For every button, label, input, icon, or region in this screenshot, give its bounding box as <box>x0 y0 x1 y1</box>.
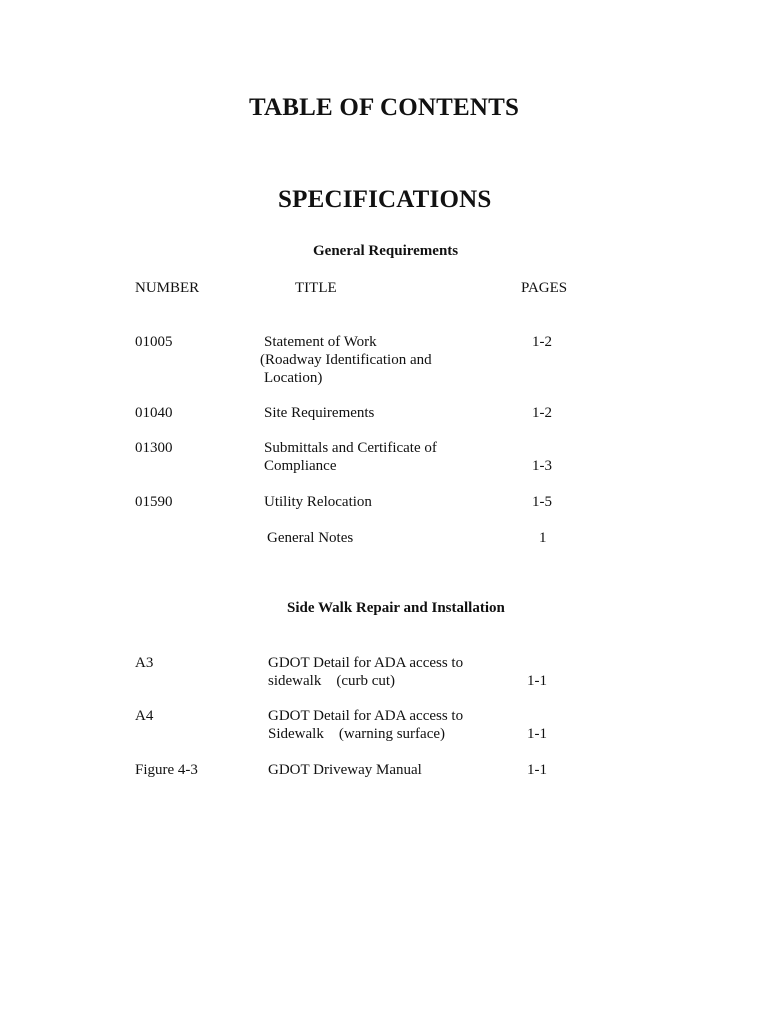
section-heading-sidewalk: Side Walk Repair and Installation <box>287 600 505 616</box>
document-title: TABLE OF CONTENTS <box>249 94 520 121</box>
row-number: 01005 <box>135 334 173 350</box>
row-pages: 1 <box>539 530 547 546</box>
column-header-pages: PAGES <box>521 280 568 296</box>
row-title-line: GDOT Detail for ADA access to <box>268 708 464 724</box>
row-title-line: Statement of Work <box>264 334 377 350</box>
row-title-line: sidewalk (curb cut) <box>268 673 396 689</box>
row-title-line: (Roadway Identification and <box>260 352 432 368</box>
row-title-line: General Notes <box>267 530 354 546</box>
row-number: 01300 <box>135 440 173 456</box>
row-title-line: Site Requirements <box>264 405 375 421</box>
row-title-line: Location) <box>264 370 323 386</box>
row-number: A4 <box>135 708 154 724</box>
row-pages: 1-2 <box>532 405 552 421</box>
row-title-line: Submittals and Certificate of <box>264 440 437 456</box>
row-number: Figure 4-3 <box>135 762 198 778</box>
column-header-title: TITLE <box>295 280 337 296</box>
row-pages: 1-1 <box>527 762 547 778</box>
row-pages: 1-5 <box>532 494 552 510</box>
row-title-line: Utility Relocation <box>264 494 372 510</box>
row-title-line: Sidewalk (warning surface) <box>268 726 446 742</box>
row-number: 01040 <box>135 405 173 421</box>
row-number: 01590 <box>135 494 173 510</box>
row-pages: 1-1 <box>527 726 547 742</box>
document-subtitle: SPECIFICATIONS <box>278 186 492 213</box>
row-title-line: GDOT Driveway Manual <box>268 762 422 778</box>
column-header-number: NUMBER <box>135 280 200 296</box>
row-title-line: GDOT Detail for ADA access to <box>268 655 464 671</box>
row-pages: 1-1 <box>527 673 547 689</box>
row-pages: 1-2 <box>532 334 552 350</box>
row-title-line: Compliance <box>264 458 337 474</box>
row-number: A3 <box>135 655 154 671</box>
row-pages: 1-3 <box>532 458 552 474</box>
section-heading-general-requirements: General Requirements <box>313 243 459 259</box>
